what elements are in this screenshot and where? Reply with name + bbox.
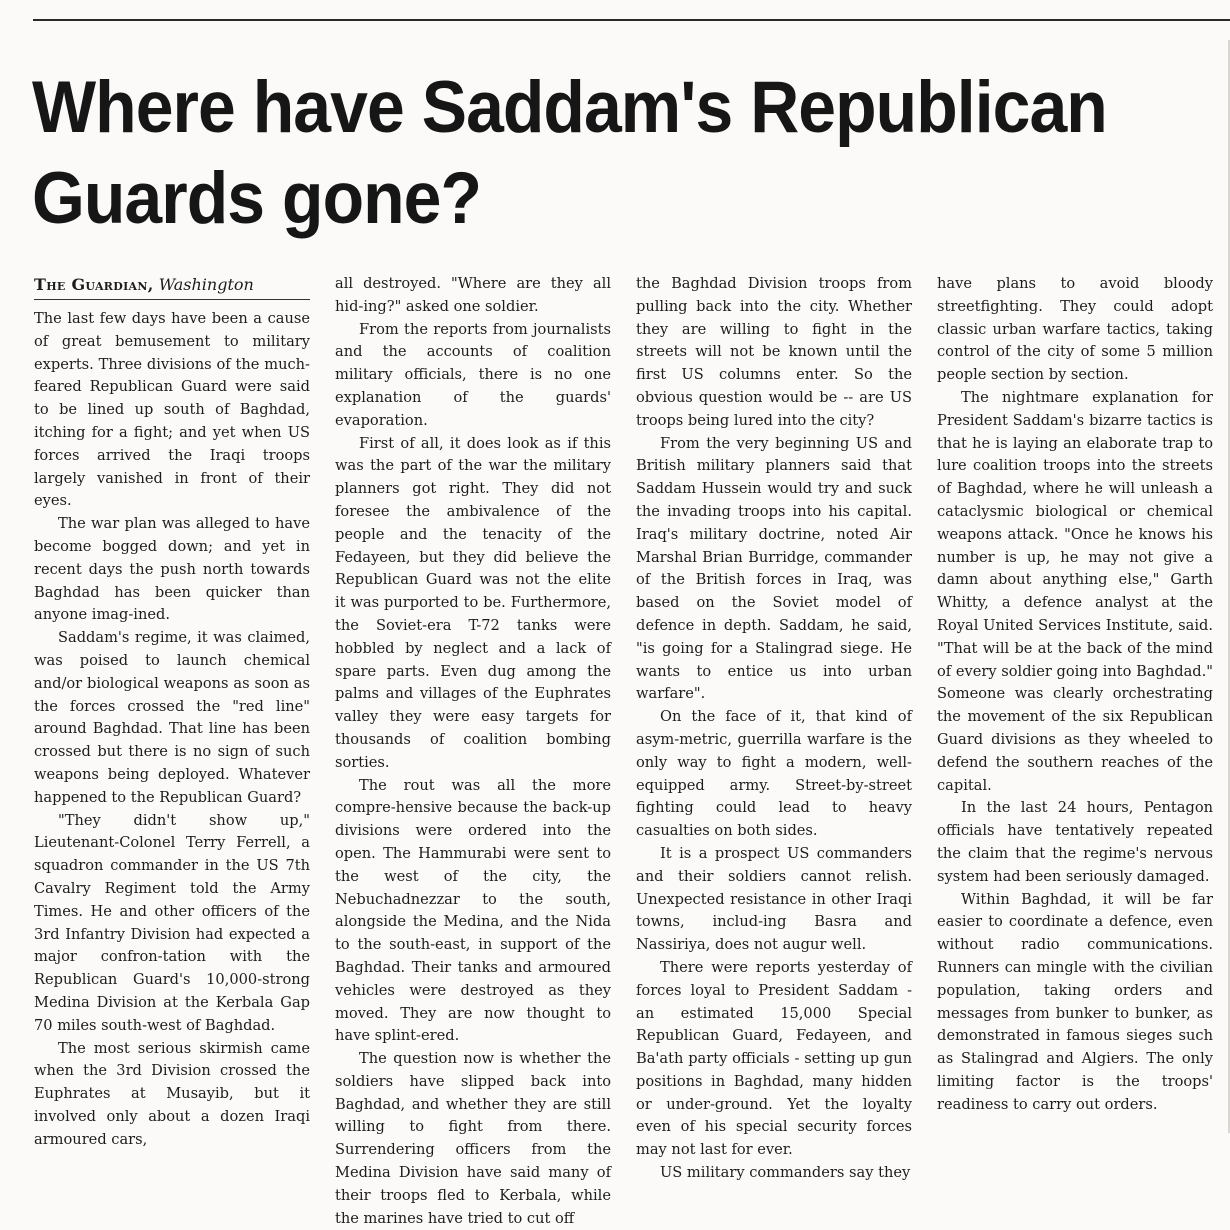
paragraph: Saddam's regime, it was claimed, was poised to launch chemical and/or biological weapons as soon as the forces crossed the "red line" around Baghdad. That line has been crossed but there is no sign of such weapons being deployed. Whatever happened to the Republican Guard? xyxy=(34,629,310,806)
paragraph: On the face of it, that kind of asym-metric, guerrilla warfare is the only way to fight a modern, well-equipped army. Street-by-street fighting could lead to heavy casualties on both sides. xyxy=(636,708,912,840)
headline: Where have Saddam's Republican Guards gone? xyxy=(32,67,1107,239)
paragraph: The war plan was alleged to have become bogged down; and yet in recent days the push north towards Baghdad has been quicker than anyone imag-ined. xyxy=(34,515,310,624)
dateline-paper: The Guardian, xyxy=(34,275,154,294)
paragraph: The nightmare explanation for President Saddam's bizarre tactics is that he is laying an elaborate trap to lure coalition troops into the streets of Baghdad, where he will unleash a cataclysmic biological or chemical weapons attack. "Once he knows his number is up, he may not give a damn about anything else," Garth Whitty, a defence analyst at the Royal United Services Institute, said. "That will be at the back of the mind of every soldier going into Baghdad." Someone was clearly orchestrating the movement of the six Republican Guard divisions as they wheeled to defend the southern reaches of the capital. xyxy=(937,388,1213,794)
paragraph: The most serious skirmish came when the 3rd Division crossed the Euphrates at Musayib, but it involved only about a dozen Iraqi armoured cars, xyxy=(34,1039,310,1148)
article-column-4 xyxy=(937,273,1213,1116)
paragraph: In the last 24 hours, Pentagon officials have tentatively repeated the claim that the regime's nervous system had been seriously damaged. xyxy=(937,799,1213,885)
paragraph: US military commanders say they xyxy=(660,1164,911,1182)
article-column-1 xyxy=(34,273,310,1151)
paragraph: The question now is whether the soldiers have slipped back into Baghdad, and whether they are still willing to fight from there. Surrendering officers from the Medina Division have said many of their troops fled to Kerbala, while the marines have tried to cut off xyxy=(335,1050,611,1227)
paragraph: "They didn't show up," Lieutenant-Colonel Terry Ferrell, a squadron commander in the US 7th Cavalry Regiment told the Army Times. He and other officers of the 3rd Infantry Division had expected a major confron-tation with the Republican Guard's 10,000-strong Medina Division at the Kerbala Gap 70 miles south-west of Baghdad. xyxy=(34,811,310,1034)
article-column-2 xyxy=(335,273,611,1230)
paragraph: There were reports yesterday of forces loyal to President Saddam - an estimated 15,000 Special Republican Guard, Fedayeen, and Ba'ath party officials - setting up gun positions in Baghdad, many hidden or under-ground. Yet the loyalty even of his special security forces may not last for ever. xyxy=(636,958,912,1159)
paragraph: the Baghdad Division troops from pulling back into the city. Whether they are willing to fight in the streets will not be known until the first US columns enter. So the obvious question would be -- are US troops being lured into the city? xyxy=(636,275,912,429)
paragraph: First of all, it does look as if this was the part of the war the military planners got right. They did not foresee the ambivalence of the people and the tenacity of the Fedayeen, but they did believe the Republican Guard was not the elite it was purported to be. Furthermore, the Soviet-era T-72 tanks were hobbled by neglect and a lack of spare parts. Even dug among the palms and villages of the Euphrates valley they were easy targets for thousands of coalition bombing sorties. xyxy=(335,434,611,771)
paragraph: From the reports from journalists and the accounts of coalition military officials, there is no one explanation of the guards' evaporation. xyxy=(335,320,611,429)
paragraph: From the very beginning US and British military planners said that Saddam Hussein would try and suck the invading troops into his capital. Iraq's military doctrine, noted Air Marshal Brian Burridge, commander of the British forces in Iraq, was based on the Soviet model of defence in depth. Saddam, he said, "is going for a Stalingrad siege. He wants to entice us into urban warfare". xyxy=(636,434,912,703)
paragraph: have plans to avoid bloody streetfighting. They could adopt classic urban warfare tactics, taking control of the city of some 5 million people section by section. xyxy=(937,275,1213,384)
dateline xyxy=(34,273,310,300)
paragraph: Within Baghdad, it will be far easier to coordinate a defence, even without radio communications. Runners can mingle with the civilian population, taking orders and messages from bunker to bunker, as demonstrated in famous sieges such as Stalingrad and Algiers. The only limiting factor is the troops' readiness to carry out orders. xyxy=(937,890,1213,1113)
paragraph: The rout was all the more compre-hensive because the back-up divisions were ordered into the open. The Hammurabi were sent to the west of the city, the Nebuchadnezzar to the south, alongside the Medina, and the Nida to the south-east, in support of the Baghdad. Their tanks and armoured vehicles were destroyed as they moved. They are now thought to have splint-ered. xyxy=(335,776,611,1045)
top-rule xyxy=(33,19,1230,21)
article-column-3 xyxy=(636,273,912,1185)
dateline-place: Washington xyxy=(158,275,254,294)
paragraph: The last few days have been a cause of great bemusement to military experts. Three divisions of the much-feared Republican Guard were said to be lined up south of Baghdad, itching for a fight; and yet when US forces arrived the Iraqi troops largely vanished in front of their eyes. xyxy=(34,310,310,510)
paragraph: all destroyed. "Where are they all hid-ing?" asked one soldier. xyxy=(335,275,611,315)
paragraph: It is a prospect US commanders and their soldiers cannot relish. Unexpected resistance in other Iraqi towns, includ-ing Basra and Nassiriya, does not augur well. xyxy=(636,844,912,954)
